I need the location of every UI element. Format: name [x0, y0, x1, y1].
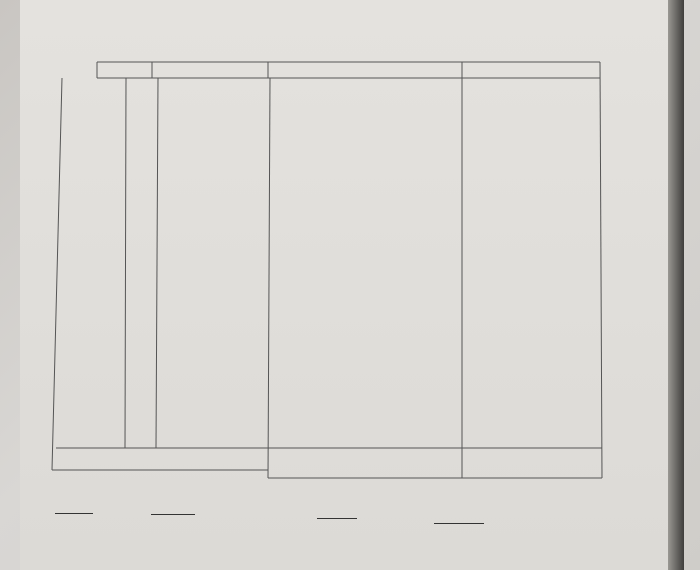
amd-field[interactable] — [52, 502, 93, 517]
variance-field[interactable] — [314, 507, 357, 522]
standard-deviation-blank[interactable] — [434, 512, 484, 524]
sum-squares-field[interactable] — [148, 503, 195, 518]
sum-squares-blank[interactable] — [151, 503, 195, 515]
standard-deviation-field[interactable] — [431, 512, 484, 527]
variance-blank[interactable] — [317, 507, 357, 519]
amd-blank[interactable] — [55, 502, 93, 514]
